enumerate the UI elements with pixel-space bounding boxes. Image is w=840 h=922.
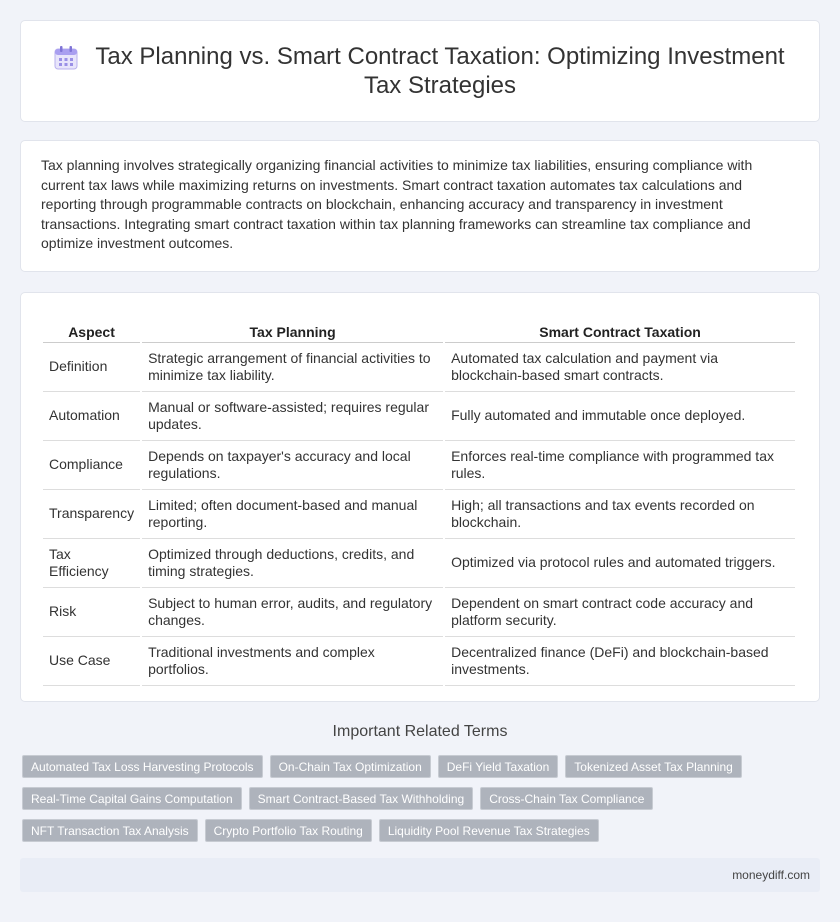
cell-tax-planning: Manual or software-assisted; requires regular updates.: [142, 392, 443, 441]
tag-row: [22, 787, 822, 810]
header-aspect: Aspect: [43, 313, 140, 343]
tag-row: [22, 819, 822, 842]
table-row: [43, 490, 795, 539]
table-row: [43, 392, 795, 441]
tag-row: [22, 755, 822, 778]
related-term-tag[interactable]: Cross-Chain Tax Compliance: [480, 787, 653, 810]
cell-smart-contract: Enforces real-time compliance with programmed tax rules.: [445, 441, 795, 490]
table-row: [43, 539, 795, 588]
cell-aspect: Use Case: [43, 637, 140, 686]
cell-aspect: Definition: [43, 343, 140, 392]
cell-aspect: Automation: [43, 392, 140, 441]
related-term-tag[interactable]: Tokenized Asset Tax Planning: [565, 755, 742, 778]
cell-smart-contract: Decentralized finance (DeFi) and blockchain-based investments.: [445, 637, 795, 686]
related-term-tag[interactable]: Automated Tax Loss Harvesting Protocols: [22, 755, 263, 778]
related-term-tag[interactable]: Crypto Portfolio Tax Routing: [205, 819, 372, 842]
cell-tax-planning: Depends on taxpayer's accuracy and local regulations.: [142, 441, 443, 490]
footer: [20, 858, 820, 892]
header-card: [20, 20, 820, 122]
cell-smart-contract: Fully automated and immutable once deployed.: [445, 392, 795, 441]
page-title: Tax Planning vs. Smart Contract Taxation: Optimizing Investment Tax Strategies: [95, 43, 785, 99]
table-row: [43, 588, 795, 637]
cell-aspect: Transparency: [43, 490, 140, 539]
header-tax-planning: Tax Planning: [142, 313, 443, 343]
related-terms-tags: [22, 755, 822, 851]
cell-aspect: Compliance: [43, 441, 140, 490]
related-term-tag[interactable]: Liquidity Pool Revenue Tax Strategies: [379, 819, 599, 842]
table-row: [43, 637, 795, 686]
related-term-tag[interactable]: Smart Contract-Based Tax Withholding: [249, 787, 474, 810]
cell-smart-contract: Dependent on smart contract code accuracy and platform security.: [445, 588, 795, 637]
cell-tax-planning: Optimized through deductions, credits, and timing strategies.: [142, 539, 443, 588]
footer-site-link[interactable]: moneydiff.com: [732, 868, 810, 882]
cell-tax-planning: Traditional investments and complex portfolios.: [142, 637, 443, 686]
related-term-tag[interactable]: DeFi Yield Taxation: [438, 755, 559, 778]
cell-aspect: Tax Efficiency: [43, 539, 140, 588]
cell-smart-contract: Automated tax calculation and payment via blockchain-based smart contracts.: [445, 343, 795, 392]
related-term-tag[interactable]: On-Chain Tax Optimization: [270, 755, 431, 778]
related-term-tag[interactable]: NFT Transaction Tax Analysis: [22, 819, 198, 842]
related-term-tag[interactable]: Real-Time Capital Gains Computation: [22, 787, 242, 810]
table-header-row: [43, 313, 795, 343]
table-row: [43, 343, 795, 392]
cell-tax-planning: Subject to human error, audits, and regulatory changes.: [142, 588, 443, 637]
cell-aspect: Risk: [43, 588, 140, 637]
cell-tax-planning: Strategic arrangement of financial activities to minimize tax liability.: [142, 343, 443, 392]
header-smart-contract-taxation: Smart Contract Taxation: [445, 313, 795, 343]
cell-smart-contract: High; all transactions and tax events recorded on blockchain.: [445, 490, 795, 539]
related-terms-title: Important Related Terms: [332, 723, 508, 740]
comparison-table: [41, 313, 797, 686]
intro-text: Tax planning involves strategically organizing financial activities to minimize tax liabilities, ensuring compliance with current tax laws while maximizing returns on investments. Smart contract taxation automates tax calculations and reporting through programmable contracts on blockchain, enhancing accuracy and transparency in investment transactions. Integrating smart contract taxation within tax planning frameworks can streamline tax compliance and optimize investment outcomes.: [41, 157, 753, 251]
cell-tax-planning: Limited; often document-based and manual reporting.: [142, 490, 443, 539]
table-row: [43, 441, 795, 490]
intro-card: [20, 140, 820, 272]
comparison-table-card: [20, 292, 820, 702]
cell-smart-contract: Optimized via protocol rules and automated triggers.: [445, 539, 795, 588]
